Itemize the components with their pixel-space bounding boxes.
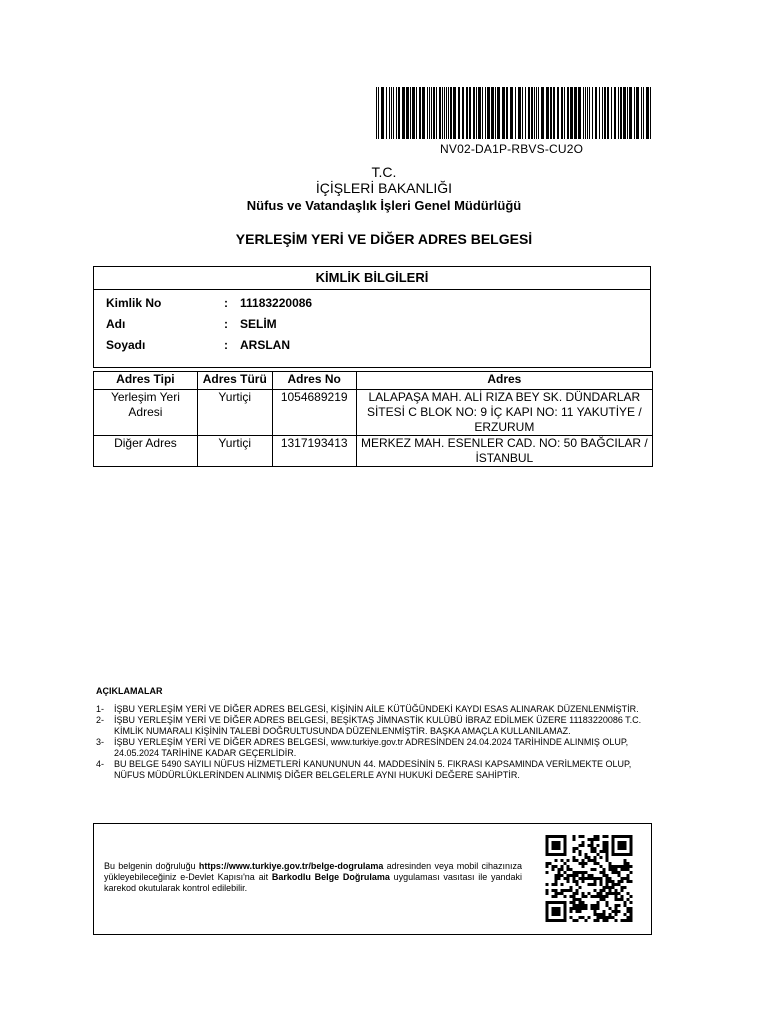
address-kind-cell: Yurtiçi (197, 436, 272, 467)
address-kind-cell: Yurtiçi (197, 390, 272, 436)
note-item (96, 704, 658, 715)
verification-url[interactable]: https://www.turkiye.gov.tr/belge-dogrulama (198, 861, 384, 871)
address-type-cell: Yerleşim Yeri Adresi (94, 390, 198, 436)
header-ministry: İÇİŞLERİ BAKANLIĞI (315, 180, 453, 196)
identity-separator: : (224, 317, 228, 331)
identity-row-name (106, 317, 277, 331)
note-item (96, 737, 658, 759)
verification-text-part: uygulaması vasıtası ile yandaki karekod okutularak kontrol edilebilir. (104, 872, 522, 893)
note-text: İŞBU YERLEŞİM YERİ VE DİĞER ADRES BELGESİ, www.turkiye.gov.tr ADRESİNDEN 24.04.2024 TARİHİNDE ALINMIŞ OLUP, 24.05.2024 TARİHİNE KADAR GEÇERLİDİR. (114, 737, 629, 758)
address-no-cell: 1317193413 (272, 436, 356, 467)
verification-box (93, 823, 652, 935)
note-text: İŞBU YERLEŞİM YERİ VE DİĞER ADRES BELGESİ, KİŞİNİN AİLE KÜTÜĞÜNDEKİ KAYDI ESAS ALINARAK DÜZENLENMİŞTİR. (114, 704, 639, 714)
barcode-code: NV02-DA1P-RBVS-CU2O (440, 142, 584, 156)
note-number: 3- (96, 737, 105, 747)
identity-value: ARSLAN (240, 338, 290, 352)
header-tc: T.C. (371, 164, 397, 180)
address-table (93, 371, 653, 467)
note-number: 4- (96, 759, 105, 769)
identity-box (93, 266, 651, 368)
note-item (96, 715, 658, 737)
identity-separator: : (224, 296, 228, 310)
notes-title: AÇIKLAMALAR (96, 686, 163, 696)
identity-section-title: KİMLİK BİLGİLERİ (94, 267, 650, 290)
identity-value: 11183220086 (240, 296, 313, 310)
identity-value: SELİM (240, 317, 277, 331)
table-row (94, 390, 653, 436)
address-cell: MERKEZ MAH. ESENLER CAD. NO: 50 BAĞCILAR / İSTANBUL (356, 436, 652, 467)
address-cell: LALAPAŞA MAH. ALİ RIZA BEY SK. DÜNDARLAR SİTESİ C BLOK NO: 9 İÇ KAPI NO: 11 YAKUTİYE / ERZURUM (356, 390, 652, 436)
notes-section (96, 686, 658, 781)
address-no-cell: 1054689219 (272, 390, 356, 436)
note-number: 2- (96, 715, 105, 725)
column-header: Adres (356, 372, 652, 390)
header-directorate: Nüfus ve Vatandaşlık İşleri Genel Müdürlüğü (246, 198, 522, 213)
verification-text-part: adresinden veya mobil cihazınıza yükleyebileceğiniz e-Devlet Kapısı'na ait (104, 861, 523, 882)
address-type-cell: Diğer Adres (94, 436, 198, 467)
address-table-header (94, 372, 653, 390)
verification-text-part: Bu belgenin doğruluğu (104, 861, 199, 871)
note-text: BU BELGE 5490 SAYILI NÜFUS HİZMETLERİ KANUNUNUN 44. MADDESİNİN 5. FIKRASI KAPSAMINDA VERİLMEKTE OLUP, NÜFUS MÜDÜRLÜKLERİNDEN ALINMIŞ DİĞER BELGELERLE AYNI HUKUKİ DEĞERE SAHİPTİR. (114, 759, 632, 780)
verification-app-name: Barkodlu Belge Doğrulama (271, 872, 390, 882)
barcode-image (376, 87, 652, 139)
note-number: 1- (96, 704, 105, 714)
identity-row-id-no (106, 296, 312, 310)
column-header: Adres No (272, 372, 356, 390)
table-row (94, 436, 653, 467)
column-header: Adres Türü (197, 372, 272, 390)
identity-label: Adı (106, 317, 126, 331)
column-header: Adres Tipi (94, 372, 198, 390)
note-text: İŞBU YERLEŞİM YERİ VE DİĞER ADRES BELGESİ, BEŞİKTAŞ JİMNASTİK KULÜBÜ İBRAZ EDİLMEK ÜZERE 11183220086 T.C. KİMLİK NUMARALI KİŞİNİN TALEBİ DOĞRULTUSUNDA DÜZENLENMİŞTİR. BAŞKA AMAÇLA KULLANILAMAZ. (114, 715, 642, 736)
note-item (96, 759, 658, 781)
verification-text (104, 861, 522, 894)
identity-separator: : (224, 338, 228, 352)
identity-row-surname (106, 338, 290, 352)
qr-code-icon (544, 835, 634, 922)
document-title: YERLEŞİM YERİ VE DİĞER ADRES BELGESİ (235, 231, 533, 247)
identity-label: Soyadı (106, 338, 146, 352)
identity-label: Kimlik No (106, 296, 162, 310)
